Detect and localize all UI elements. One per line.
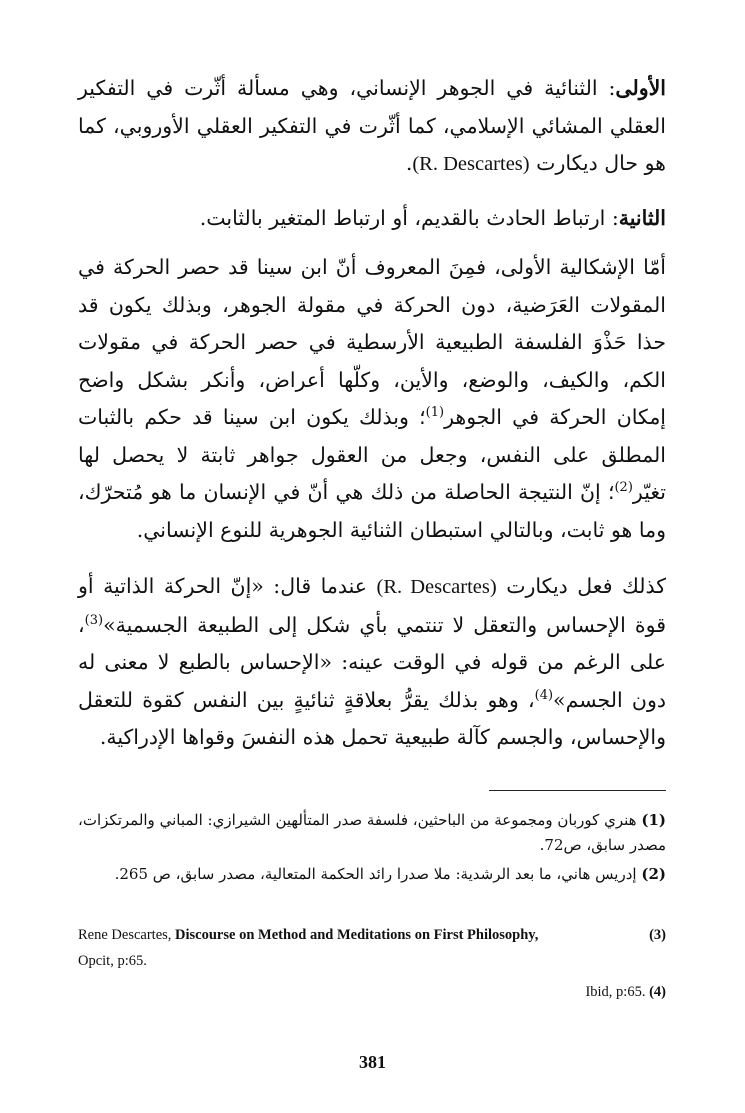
p4-text-c: ، على الرغم من قوله في الوقت عينه: «الإحساس بالطبع لا معنى له دون الجسم» <box>78 612 667 712</box>
paragraph-avicenna <box>78 249 666 549</box>
p1-text: : الثنائية في الجوهر الإنساني، وهي مسألة أثّرت في التفكير العقلي المشائي الإسلامي، كما أثّرت في التفكير العقلي الأوروبي، كما هو حال ديكارت <box>78 76 666 175</box>
footnote-3-author: Rene Descartes, <box>78 927 172 943</box>
p1-end: . <box>405 151 413 175</box>
p2-text: : ارتباط الحادث بالقديم، أو ارتباط المتغير بالثابت. <box>199 206 619 230</box>
paragraph-first-issue <box>78 70 666 184</box>
footnote-4 <box>78 980 666 1005</box>
page-number: 381 <box>359 1052 386 1072</box>
footnote-2-number: (2) <box>641 865 666 883</box>
footnote-3-rest: Opcit, p:65. <box>78 953 147 969</box>
footnote-3-title: Discourse on Method and Meditations on First Philosophy, <box>175 927 539 943</box>
p3-text-c: ؛ إنّ النتيجة الحاصلة من ذلك هي أنّ في الإنسان ما هو مُتحرّك، وما هو ثابت، وبالتالي استبطان الثنائية الجوهرية للنوع الإنساني. <box>78 480 666 542</box>
footnote-1-text: هنري كوربان ومجموعة من الباحثين، فلسفة صدر المتألهين الشيرازي: المباني والمرتكزات، مصدر سابق، ص72. <box>78 811 666 854</box>
footnote-2 <box>78 862 666 887</box>
footnote-3 <box>78 922 666 974</box>
label-second: الثانية <box>618 206 666 230</box>
footnote-ref-3[interactable]: (3) <box>84 612 104 628</box>
p4-latin-name: (R. Descartes) <box>376 576 497 598</box>
footnote-3-number: (3) <box>649 927 666 943</box>
p4-text-a: كذلك فعل ديكارت <box>506 574 666 598</box>
p3-text-a: أمّا الإشكالية الأولى، فمِنَ المعروف أنّ ابن سينا قد حصر الحركة في المقولات العَرَضية، دون الحركة في مقولة الجوهر، وبذلك يكون قد حذا حَذْوَ الفلسفة الطبيعية الأرسطية في حصر الحركة في مقولات الكم، والكيف، والوضع، والأين، وكلّها أعراض، وأنكر بشكل واضح إمكان الحركة في الجوهر <box>78 255 667 429</box>
footnote-ref-2[interactable]: (2) <box>614 480 633 496</box>
paragraph-descartes <box>78 568 666 757</box>
footnote-4-number: (4) <box>649 984 666 1000</box>
paragraph-second-issue <box>78 200 666 238</box>
footnote-3-body <box>78 922 666 974</box>
footnote-2-text: إدريس هاني، ما بعد الرشدية: ملا صدرا رائد الحكمة المتعالية، مصدر سابق، ص 265. <box>114 865 637 883</box>
label-first: الأولى <box>615 76 666 100</box>
p4-text-d: ، وهو بذلك يقرُّ بعلاقةٍ ثنائيةٍ بين النفس كقوة للتعقل والإحساس، والجسم كآلة طبيعية تحمل هذه النفسَ وقواها الإدراكية. <box>78 687 666 749</box>
footnote-divider <box>489 790 666 791</box>
footnote-1-number: (1) <box>641 811 666 829</box>
p1-latin-name: (R. Descartes) <box>412 153 530 175</box>
p4-text-b: عندما قال: «إنّ الحركة الذاتية أو قوة الإحساس والتعقل لا تنتمي بأي شكل إلى الطبيعة الجسمية» <box>78 574 666 637</box>
footnote-1 <box>78 808 666 858</box>
footnote-ref-1[interactable]: (1) <box>425 405 445 421</box>
p3-text-b: ؛ وبذلك يكون ابن سينا قد حكم بالثبات المطلق على النفس، وجعل من العقول جواهر ثابتة لا يحصل لها تغيّر <box>78 405 666 504</box>
footnote-4-text: Ibid, p:65. <box>585 984 646 1000</box>
footnote-ref-4[interactable]: (4) <box>534 687 554 703</box>
